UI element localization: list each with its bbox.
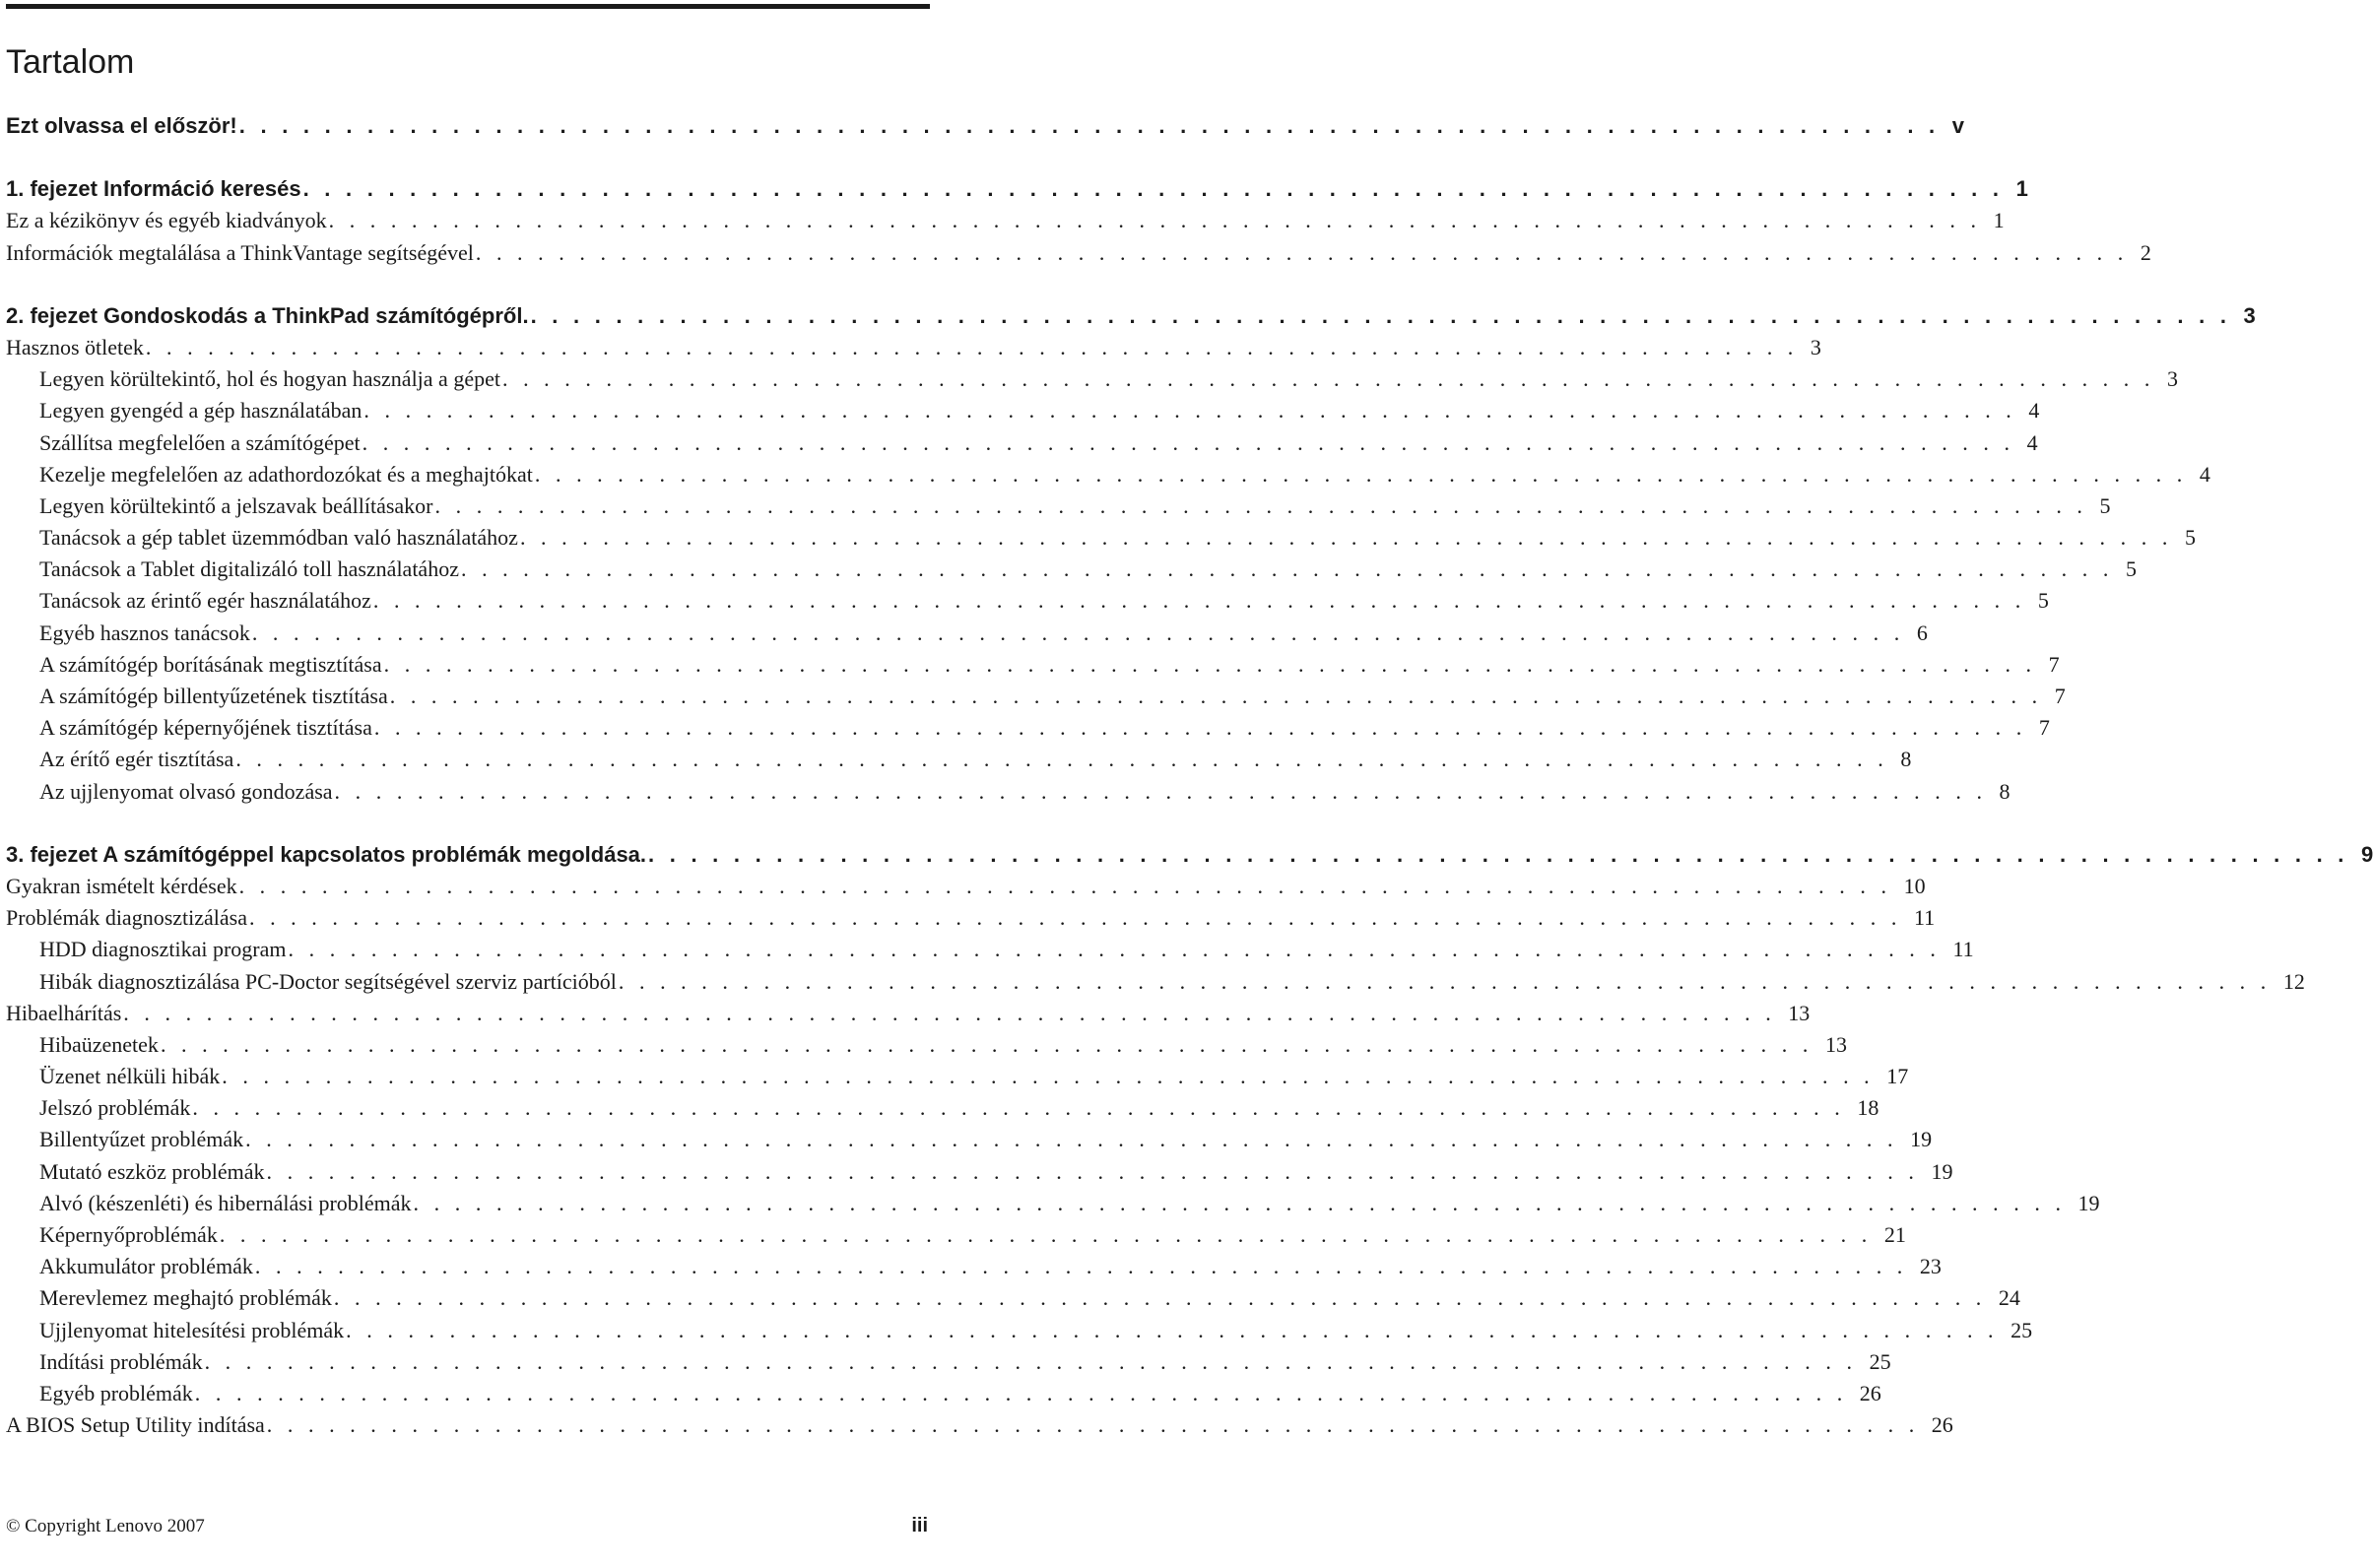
toc-dot-leader: ................................................................................ [145, 334, 1809, 359]
toc-entry-page: 7 [2048, 651, 2060, 677]
toc-entry-page: 7 [2038, 715, 2050, 741]
toc-dot-leader: ................................................................................ [383, 651, 2047, 677]
toc-entry-page: 4 [2028, 398, 2040, 424]
toc-entry[interactable] [6, 366, 2178, 398]
toc-dot-leader: ................................................................................ [245, 1127, 1909, 1152]
toc-entry-label: Az ujjlenyomat olvasó gondozása [39, 778, 333, 804]
toc-entry-page: 5 [2184, 525, 2196, 551]
toc-entry[interactable] [6, 588, 2049, 620]
toc-dot-leader: ................................................................................ [413, 1190, 2076, 1215]
toc-entry-page: 18 [1857, 1095, 1879, 1121]
toc-entry[interactable] [6, 968, 2305, 1001]
toc-entry[interactable] [6, 1000, 1811, 1032]
toc-dot-leader: ................................................................................ [219, 1222, 1882, 1247]
toc-dot-leader: ................................................................................ [123, 1000, 1787, 1025]
toc-dot-leader: ................................................................................ [194, 1380, 1858, 1405]
toc-entry-label: Gyakran ismételt kérdések [6, 873, 237, 898]
toc-entry-page: 11 [1913, 905, 1936, 931]
toc-entry-label: Billentyűzet problémák [39, 1127, 244, 1152]
toc-dot-leader: ................................................................................ [235, 747, 1899, 772]
toc-entry-label: Ezt olvassa el először! [6, 113, 237, 138]
toc-entry-page: 2 [2140, 239, 2151, 265]
toc-entry[interactable] [6, 651, 2060, 684]
toc-entry[interactable] [6, 873, 1926, 905]
toc-entry[interactable] [6, 1254, 1942, 1285]
toc-entry[interactable] [6, 208, 2005, 239]
toc-dot-leader: ................................................................................ [434, 492, 2098, 518]
toc-entry-label: A számítógép képernyőjének tisztítása [39, 715, 372, 741]
toc-dot-leader: ................................................................................ [334, 778, 1998, 804]
toc-dot-leader: ................................................................................ [530, 302, 2242, 328]
toc-entry[interactable] [6, 1031, 1847, 1064]
toc-entry[interactable] [6, 1158, 1953, 1191]
toc-entry-page: 23 [1919, 1254, 1942, 1279]
copyright-notice: © Copyright Lenovo 2007 [6, 1516, 205, 1536]
toc-entry-page: 5 [2099, 492, 2111, 518]
toc-entry[interactable] [6, 1285, 2020, 1317]
toc-entry[interactable] [6, 1348, 1891, 1381]
toc-entry-page: 26 [1931, 1412, 1953, 1438]
toc-entry[interactable] [6, 113, 1964, 145]
toc-dot-leader: ................................................................................ [501, 366, 2165, 392]
toc-entry-label: Akkumulátor problémák [39, 1254, 253, 1279]
toc-entry-label: Információk megtalálása a ThinkVantage segítségével [6, 239, 474, 265]
section-gap [6, 145, 928, 176]
toc-entry-label: Hibaelhárítás [6, 1000, 122, 1025]
toc-dot-leader: ................................................................................ [160, 1031, 1823, 1057]
toc-dot-leader: ................................................................................ [389, 684, 2053, 708]
toc-entry-label: Üzenet nélküli hibák [39, 1064, 221, 1089]
toc-dot-leader: ................................................................................ [373, 715, 2037, 741]
toc-entry-page: 21 [1883, 1222, 1906, 1247]
section-gap [6, 272, 928, 303]
toc-entry-label: Hibaüzenetek [39, 1031, 159, 1057]
toc-dot-leader: ................................................................................ [648, 841, 2360, 867]
toc-entry-label: A számítógép billentyűzetének tisztítása [39, 684, 388, 708]
toc-entry-label: Problémák diagnosztizálása [6, 905, 247, 931]
toc-entry-label: Az érítő egér tisztítása [39, 747, 234, 772]
section-gap [6, 811, 928, 842]
toc-dot-leader: ................................................................................ [238, 113, 1950, 138]
toc-entry-label: HDD diagnosztikai program [39, 937, 287, 962]
toc-dot-leader: ................................................................................ [248, 905, 1912, 931]
toc-entry[interactable] [6, 1222, 1906, 1254]
toc-entry-label: Szállítsa megfelelően a számítógépet [39, 429, 361, 455]
toc-entry-page: 17 [1886, 1064, 1909, 1089]
toc-entry-label: Ez a kézikönyv és egyéb kiadványok [6, 208, 327, 233]
toc-entry-label: Egyéb problémák [39, 1380, 193, 1405]
toc-entry[interactable] [6, 715, 2050, 747]
toc-entry[interactable] [6, 1317, 2033, 1349]
toc-entry-page: 25 [2010, 1317, 2033, 1342]
toc-entry[interactable] [6, 747, 1912, 778]
toc-dot-leader: ................................................................................ [475, 239, 2139, 265]
toc-entry[interactable] [6, 1095, 1879, 1127]
toc-entry-label: Alvó (készenléti) és hibernálási problémák [39, 1190, 412, 1215]
toc-entry[interactable] [6, 429, 2038, 462]
toc-entry-page: 3 [2166, 366, 2178, 392]
toc-entry-page: 4 [2026, 429, 2038, 455]
toc-entry-page: 1 [1993, 208, 2005, 233]
toc-entry-page: 3 [1810, 334, 1821, 359]
toc-entry-page: 10 [1903, 873, 1926, 898]
toc-entry[interactable] [6, 1127, 1933, 1158]
toc-entry-page: 5 [2037, 588, 2049, 614]
toc-entry-label: A BIOS Setup Utility indítása [6, 1412, 265, 1438]
toc-dot-leader: ................................................................................ [328, 208, 1992, 233]
toc-entry-label: Legyen gyengéd a gép használatában [39, 398, 363, 424]
toc-entry-page: 13 [1788, 1000, 1811, 1025]
table-of-contents [6, 113, 2373, 1444]
toc-dot-leader: ................................................................................ [362, 429, 2025, 455]
toc-entry[interactable] [6, 1064, 1909, 1095]
toc-dot-leader: ................................................................................ [460, 556, 2124, 582]
toc-entry-label: Jelszó problémák [39, 1095, 191, 1121]
toc-entry-label: Tanácsok a gép tablet üzemmódban való használatához [39, 525, 518, 551]
toc-entry-label: Egyéb hasznos tanácsok [39, 620, 250, 645]
toc-entry-label: Mutató eszköz problémák [39, 1158, 265, 1184]
toc-entry-page: 5 [2125, 556, 2137, 582]
toc-entry-page: 12 [2282, 968, 2305, 994]
toc-entry-page: 26 [1859, 1380, 1881, 1405]
toc-dot-leader: ................................................................................ [618, 968, 2281, 994]
toc-entry-page: 19 [1910, 1127, 1933, 1152]
toc-entry[interactable] [6, 398, 2040, 429]
toc-entry-label: Merevlemez meghajtó problémák [39, 1285, 332, 1311]
toc-entry[interactable] [6, 461, 2210, 493]
toc-entry[interactable] [6, 1190, 2100, 1222]
toc-dot-leader: ................................................................................ [222, 1064, 1885, 1089]
toc-entry[interactable] [6, 556, 2137, 588]
toc-dot-leader: ................................................................................ [333, 1285, 1997, 1311]
toc-entry-page: 1 [2015, 176, 2028, 202]
toc-entry-label: 2. fejezet Gondoskodás a ThinkPad számítógépről. [6, 302, 529, 328]
page-number: iii [911, 1515, 928, 1536]
toc-entry-page: 19 [1931, 1158, 1953, 1184]
toc-entry-page: 3 [2243, 302, 2256, 328]
toc-entry-label: Képernyőproblémák [39, 1222, 218, 1247]
toc-entry[interactable] [6, 905, 1936, 937]
toc-dot-leader: ................................................................................ [346, 1317, 2010, 1342]
top-rule [6, 4, 930, 9]
toc-entry-page: 8 [1999, 778, 2010, 804]
toc-entry-page: 4 [2199, 461, 2210, 487]
toc-dot-leader: ................................................................................ [302, 176, 2014, 202]
toc-dot-leader: ................................................................................ [266, 1158, 1930, 1184]
toc-entry[interactable] [6, 334, 1821, 366]
toc-entry-label: Hasznos ötletek [6, 334, 144, 359]
toc-dot-leader: ................................................................................ [254, 1254, 1918, 1279]
toc-dot-leader: ................................................................................ [363, 398, 2027, 424]
toc-entry[interactable] [6, 684, 2066, 715]
toc-entry-label: Legyen körültekintő, hol és hogyan használja a gépet [39, 366, 500, 392]
toc-entry[interactable] [6, 620, 1928, 652]
toc-entry[interactable] [6, 841, 2373, 874]
toc-entry[interactable] [6, 302, 2256, 335]
toc-entry-label: Hibák diagnosztizálása PC-Doctor segítségével szerviz partícióból [39, 968, 617, 994]
toc-entry[interactable] [6, 176, 2028, 208]
toc-entry[interactable] [6, 1412, 1953, 1444]
page-title: Tartalom [6, 43, 135, 81]
toc-entry-page: 6 [1916, 620, 1928, 645]
toc-dot-leader: ................................................................................ [372, 588, 2036, 614]
toc-dot-leader: ................................................................................ [288, 937, 1951, 962]
toc-entry-page: 19 [2077, 1190, 2100, 1215]
toc-entry[interactable] [6, 239, 2151, 272]
toc-entry-label: Tanácsok az érintő egér használatához [39, 588, 371, 614]
toc-dot-leader: ................................................................................ [266, 1412, 1930, 1438]
toc-entry-label: Ujjlenyomat hitelesítési problémák [39, 1317, 345, 1342]
toc-entry-label: Indítási problémák [39, 1348, 203, 1374]
toc-entry[interactable] [6, 525, 2196, 556]
toc-entry-page: 13 [1824, 1031, 1847, 1057]
toc-entry-label: A számítógép borításának megtisztítása [39, 651, 382, 677]
toc-entry-page: 24 [1998, 1285, 2020, 1311]
toc-entry-page: 9 [2361, 841, 2373, 867]
toc-dot-leader: ................................................................................ [519, 525, 2183, 551]
toc-entry-page: v [1951, 113, 1964, 138]
toc-entry[interactable] [6, 492, 2111, 525]
toc-entry-page: 7 [2054, 684, 2066, 708]
toc-dot-leader: ................................................................................ [192, 1095, 1856, 1121]
toc-entry-label: Tanácsok a Tablet digitalizáló toll használatához [39, 556, 459, 582]
toc-entry-label: 3. fejezet A számítógéppel kapcsolatos problémák megoldása. [6, 841, 647, 867]
toc-entry[interactable] [6, 937, 1974, 968]
toc-entry-page: 11 [1952, 937, 1974, 962]
toc-dot-leader: ................................................................................ [534, 461, 2198, 487]
toc-entry-page: 8 [1900, 747, 1912, 772]
toc-dot-leader: ................................................................................ [238, 873, 1902, 898]
toc-entry-label: Kezelje megfelelően az adathordozókat és a meghajtókat [39, 461, 533, 487]
toc-entry-label: 1. fejezet Információ keresés [6, 176, 301, 202]
toc-entry-page: 25 [1869, 1348, 1891, 1374]
toc-entry[interactable] [6, 778, 2010, 811]
toc-entry-label: Legyen körültekintő a jelszavak beállításakor [39, 492, 433, 518]
toc-dot-leader: ................................................................................ [204, 1348, 1868, 1374]
toc-entry[interactable] [6, 1380, 1881, 1412]
toc-dot-leader: ................................................................................ [251, 620, 1915, 645]
page-footer [6, 1515, 928, 1537]
